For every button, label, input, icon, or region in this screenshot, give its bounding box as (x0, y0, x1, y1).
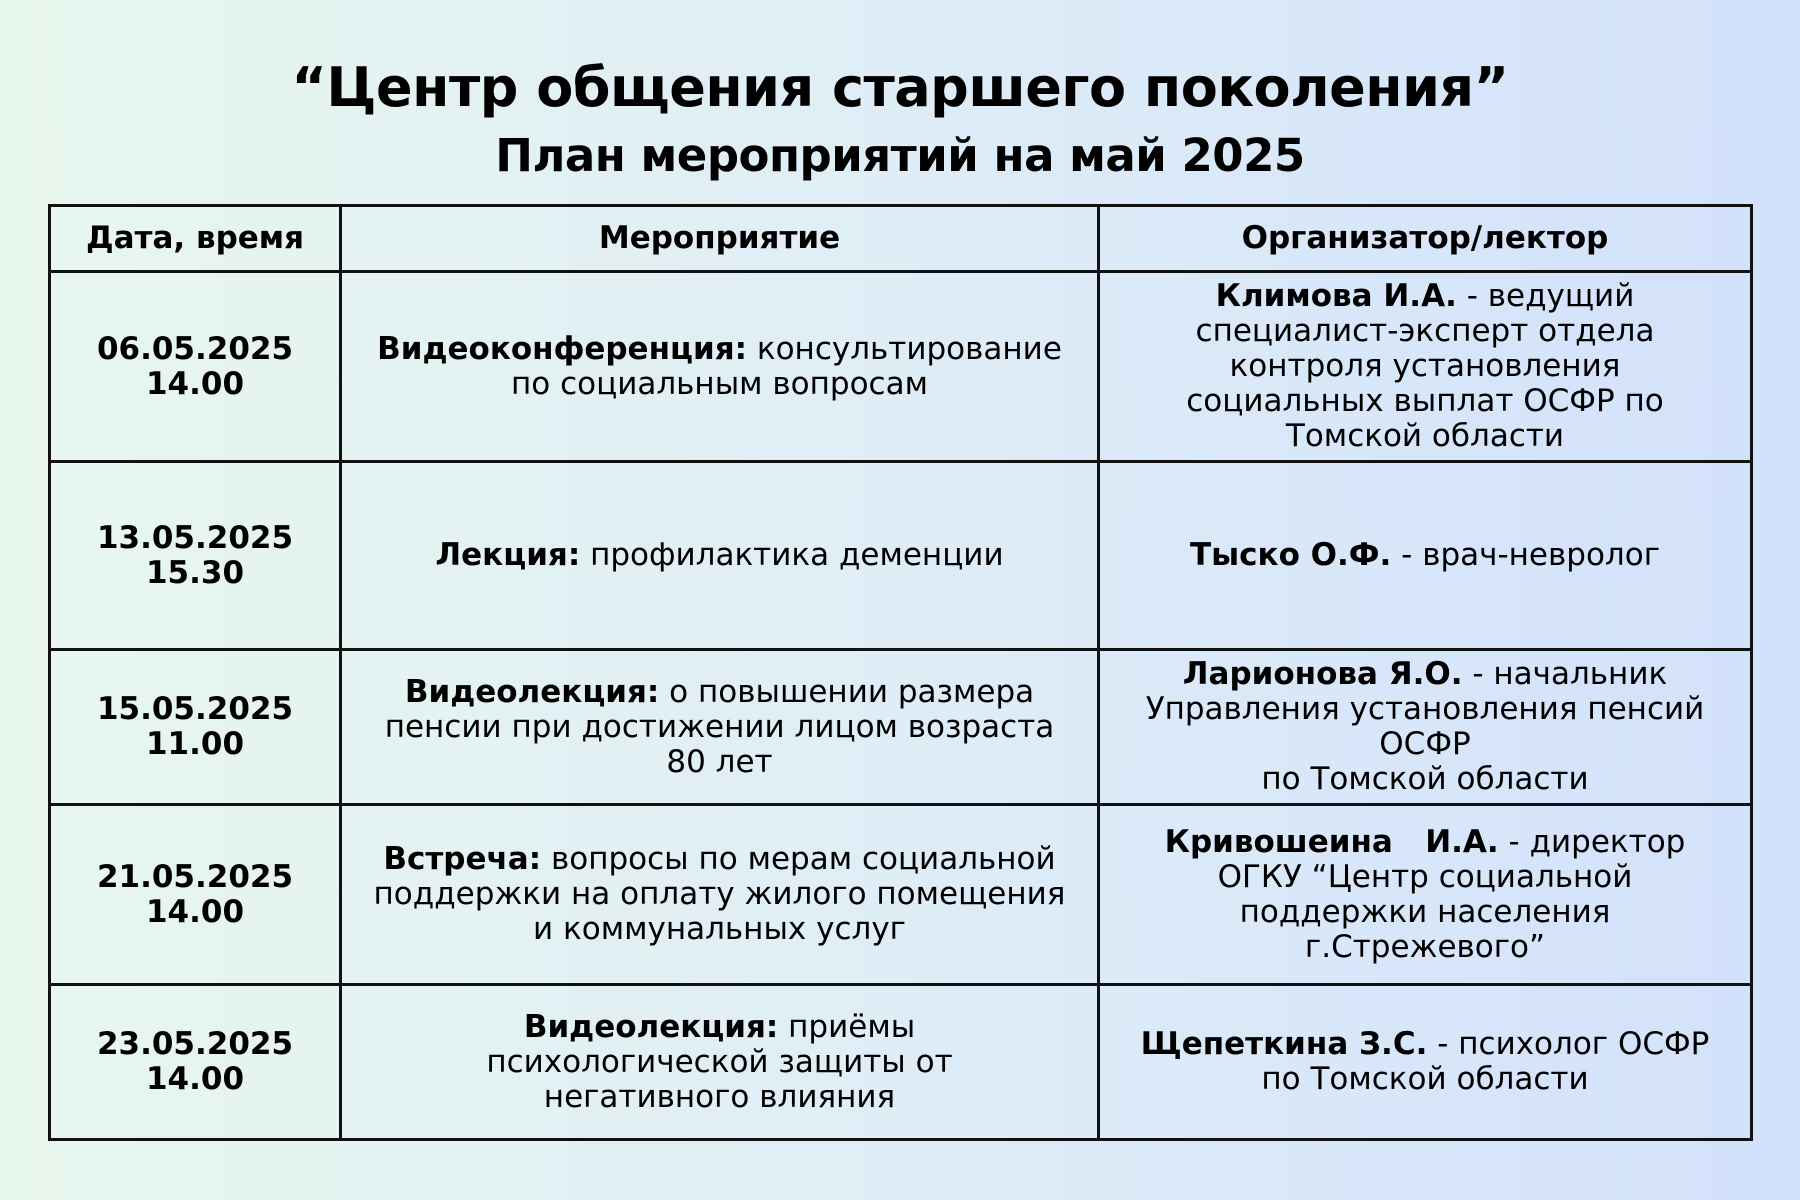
column-header-organizer: Организатор/лектор (1099, 206, 1752, 272)
organizer-name: Ларионова Я.О. (1182, 656, 1463, 692)
organizer-name: Кривошеина И.А. (1164, 823, 1499, 860)
event-topic: консультирование по социальным вопросам (511, 330, 1062, 402)
organizer-cell (1099, 272, 1752, 462)
table-header-row (50, 206, 1752, 272)
event-time: 14.00 (145, 893, 245, 930)
table-row (50, 272, 1752, 462)
table-row (50, 462, 1752, 650)
table-row (50, 805, 1752, 985)
page-title: “Центр общения старшего поколения” (291, 56, 1509, 119)
event-type: Видеоконференция: (377, 330, 747, 367)
event-type: Лекция: (435, 537, 581, 573)
event-cell (341, 462, 1099, 650)
organizer-line (1102, 657, 1748, 762)
event-time: 11.00 (145, 726, 245, 762)
date-cell (50, 805, 341, 985)
event-type: Встреча: (383, 841, 542, 877)
organizer-name: Тыско О.Ф. (1189, 537, 1392, 573)
organizer-role: - психолог ОСФР (1427, 1026, 1710, 1062)
column-header-date: Дата, время (50, 206, 341, 272)
organizer-cell (1099, 462, 1752, 650)
event-date: 21.05.2025 (96, 858, 294, 895)
event-date: 13.05.2025 (96, 519, 294, 556)
event-time: 14.00 (145, 1061, 245, 1097)
event-cell (341, 272, 1099, 462)
organizer-role: - врач-невролог (1391, 537, 1660, 573)
organizer-name: Щепеткина З.С. (1140, 1026, 1428, 1062)
event-time: 14.00 (145, 365, 245, 402)
events-table (48, 204, 1753, 1141)
table-row (50, 650, 1752, 805)
event-date: 06.05.2025 (96, 330, 294, 367)
event-cell (341, 985, 1099, 1140)
event-time: 15.30 (145, 554, 245, 591)
date-cell (50, 272, 341, 462)
event-date: 15.05.2025 (96, 691, 294, 727)
event-topic: приёмы психологической защиты от негативного влияния (486, 1008, 953, 1115)
date-cell (50, 985, 341, 1140)
organizer-cell (1099, 985, 1752, 1140)
event-type: Видеолекция: (523, 1008, 779, 1045)
organizer-name: Климова И.А. (1215, 278, 1457, 314)
event-date: 23.05.2025 (96, 1026, 294, 1062)
organizer-role-continuation: по Томской области (1261, 761, 1589, 797)
organizer-cell (1099, 805, 1752, 985)
event-type: Видеолекция: (404, 673, 660, 710)
organizer-line (1106, 1027, 1744, 1062)
organizer-role-continuation: по Томской области (1261, 1061, 1589, 1097)
organizer-role: - директор ОГКУ “Центр социальной поддержки населения г.Стрежевого” (1217, 823, 1686, 965)
page-subtitle: План мероприятий на май 2025 (495, 129, 1305, 182)
event-topic: профилактика деменции (580, 537, 1004, 573)
organizer-role: - ведущий специалист-эксперт отдела контроля установления социальных выплат ОСФР по Томской области (1186, 278, 1664, 454)
organizer-role: - начальник Управления установления пенсий ОСФР (1145, 656, 1705, 762)
column-header-event: Мероприятие (341, 206, 1099, 272)
table-row (50, 985, 1752, 1140)
event-cell (341, 805, 1099, 985)
event-cell (341, 650, 1099, 805)
organizer-cell (1099, 650, 1752, 805)
event-topic: о повышении размера пенсии при достижении лицом возраста 80 лет (384, 673, 1055, 780)
event-topic: вопросы по мерам социальной поддержки на оплату жилого помещения и коммунальных услуг (373, 841, 1066, 947)
date-cell (50, 462, 341, 650)
date-cell (50, 650, 341, 805)
